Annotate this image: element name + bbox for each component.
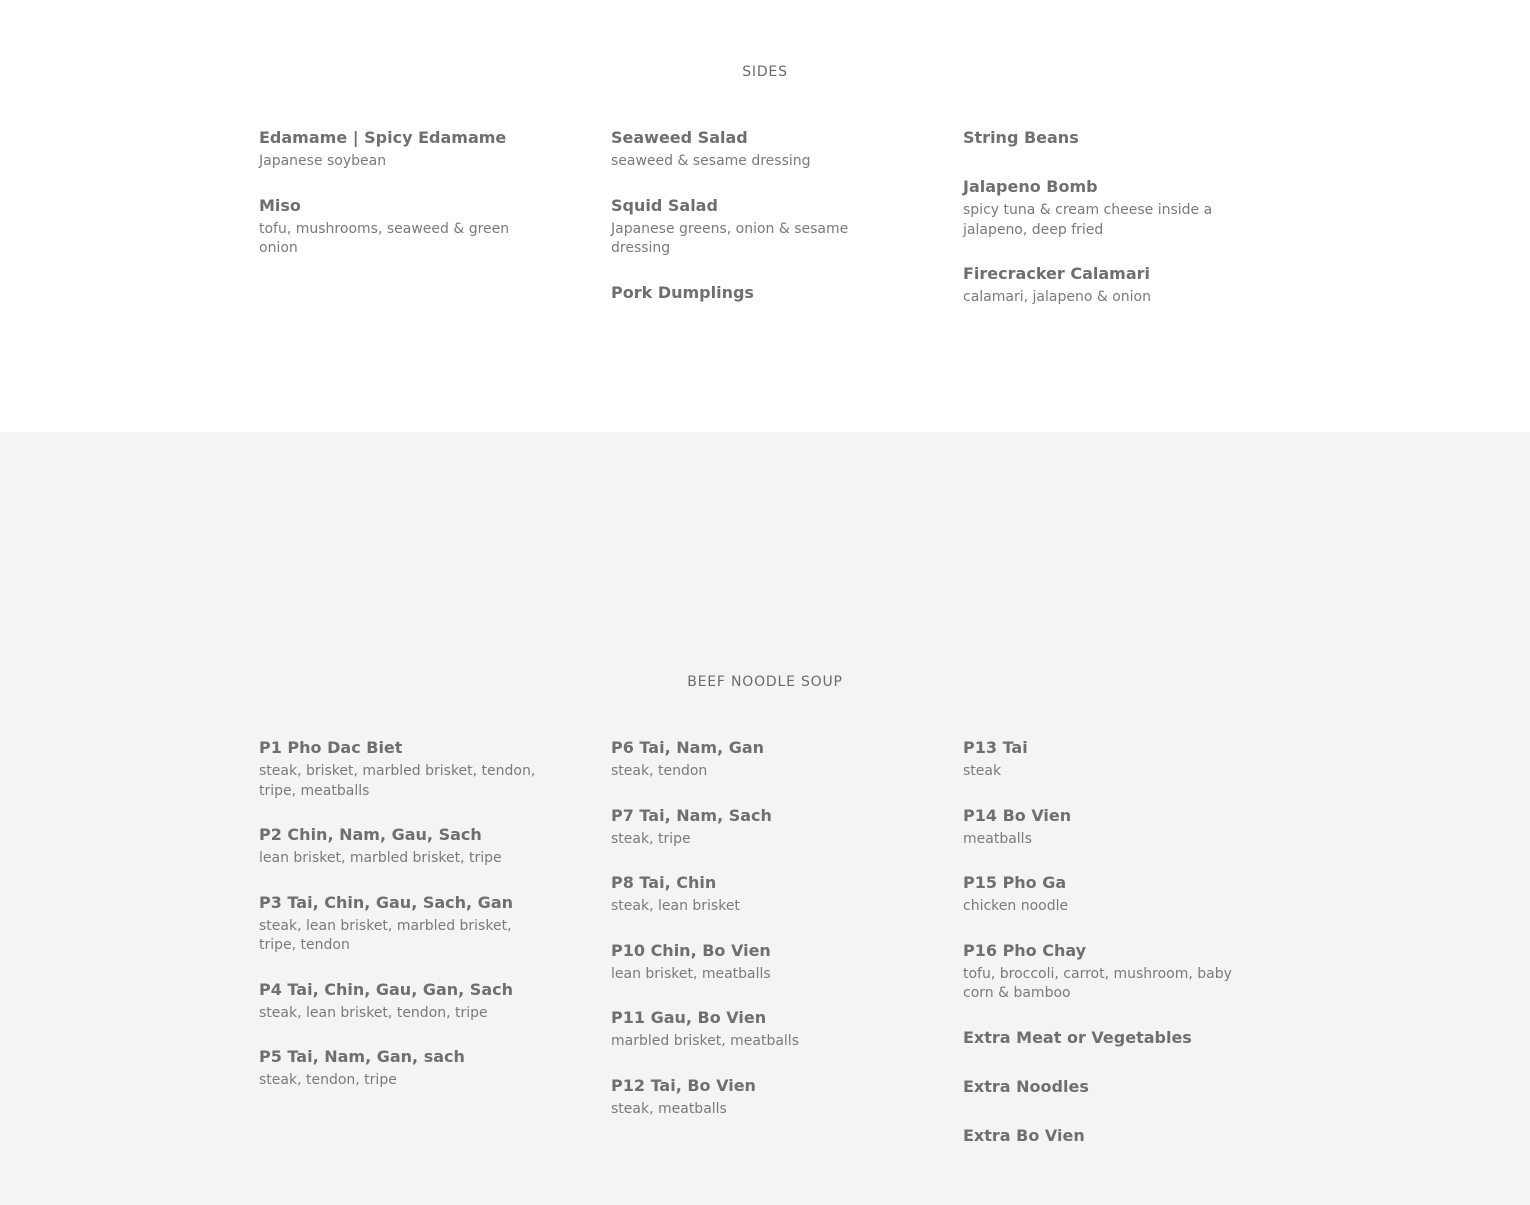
menu-item-description: chicken noodle — [963, 898, 1069, 914]
menu-item-description: Japanese soybean — [259, 153, 387, 169]
menu-item — [611, 873, 901, 917]
menu-item — [611, 128, 901, 172]
menu-item — [259, 980, 549, 1024]
beef-column-2 — [611, 738, 901, 1143]
menu-item-description: tofu, broccoli, carrot, mushroom, baby corn & bamboo — [963, 965, 1232, 1001]
menu-item-description: steak, lean brisket, marbled brisket, tripe, tendon — [259, 917, 512, 953]
menu-item — [611, 196, 901, 259]
menu-item — [963, 1126, 1253, 1146]
menu-item-description: marbled brisket, meatballs — [611, 1033, 799, 1049]
menu-item-name: P12 Tai, Bo Vien — [611, 1075, 756, 1095]
menu-item — [611, 1076, 901, 1120]
menu-item-name: Extra Bo Vien — [963, 1125, 1085, 1145]
beef-column-3 — [963, 738, 1253, 1175]
menu-item-name: Edamame | Spicy Edamame — [259, 128, 507, 147]
menu-item-name: Extra Meat or Vegetables — [963, 1027, 1192, 1047]
menu-item-name: P10 Chin, Bo Vien — [611, 940, 771, 960]
menu-item — [611, 283, 901, 303]
menu-item-description: spicy tuna & cream cheese inside a jalapeno, deep fried — [963, 202, 1213, 238]
menu-item — [259, 738, 549, 801]
menu-item — [259, 893, 549, 956]
menu-item-description: calamari, jalapeno & onion — [963, 289, 1151, 305]
menu-item-description: steak, lean brisket — [611, 898, 740, 914]
menu-item — [963, 128, 1253, 148]
menu-item — [259, 128, 549, 172]
menu-item-description: steak, tendon, tripe — [259, 1072, 397, 1088]
sides-column-1 — [259, 128, 549, 283]
menu-item-description: meatballs — [963, 830, 1032, 847]
sides-section-title: SIDES — [742, 64, 788, 80]
menu-item — [611, 941, 901, 985]
menu-item-name: P15 Pho Ga — [963, 873, 1067, 892]
menu-item-description: seaweed & sesame dressing — [611, 153, 811, 169]
menu-item — [259, 1047, 549, 1091]
menu-item-name: P8 Tai, Chin — [611, 873, 717, 892]
menu-item-name: Firecracker Calamari — [963, 264, 1150, 283]
sides-section — [0, 0, 1530, 432]
menu-item — [963, 941, 1253, 1004]
menu-item-description: lean brisket, meatballs — [611, 965, 771, 982]
menu-item-description: steak, meatballs — [611, 1100, 727, 1117]
menu-item-description: steak, tripe — [611, 830, 691, 847]
menu-item-name: P5 Tai, Nam, Gan, sach — [259, 1047, 465, 1066]
beef-column-1 — [259, 738, 549, 1115]
menu-item-description: steak, lean brisket, tendon, tripe — [259, 1004, 488, 1021]
menu-item-name: P7 Tai, Nam, Sach — [611, 805, 772, 825]
menu-item-name: String Beans — [963, 128, 1079, 147]
menu-item — [611, 738, 901, 782]
beef-noodle-soup-section — [0, 432, 1530, 1205]
menu-item — [963, 873, 1253, 917]
menu-item-description: steak — [963, 763, 1002, 779]
menu-item-name: Extra Noodles — [963, 1076, 1089, 1096]
menu-item-name: P1 Pho Dac Biet — [259, 738, 403, 757]
menu-item-description: Japanese greens, onion & sesame dressing — [611, 220, 849, 256]
menu-item — [259, 825, 549, 869]
menu-item-name: Jalapeno Bomb — [963, 177, 1098, 196]
menu-item-name: P3 Tai, Chin, Gau, Sach, Gan — [259, 892, 513, 912]
menu-item-name: P4 Tai, Chin, Gau, Gan, Sach — [259, 979, 513, 999]
menu-item-name: P14 Bo Vien — [963, 805, 1072, 825]
menu-item-name: P11 Gau, Bo Vien — [611, 1008, 767, 1027]
menu-item — [963, 1028, 1253, 1048]
menu-item-description: lean brisket, marbled brisket, tripe — [259, 850, 502, 866]
menu-item-name: P16 Pho Chay — [963, 940, 1087, 960]
menu-item — [259, 196, 549, 259]
menu-item-name: Seaweed Salad — [611, 128, 748, 147]
menu-item — [963, 177, 1253, 240]
sides-column-2 — [611, 128, 901, 332]
menu-item-name: Squid Salad — [611, 195, 718, 215]
menu-item-name: P6 Tai, Nam, Gan — [611, 738, 765, 757]
menu-item — [963, 264, 1253, 308]
menu-item — [611, 806, 901, 850]
sides-column-3 — [963, 128, 1253, 332]
menu-item-name: Miso — [259, 195, 301, 215]
beef-section-title: BEEF NOODLE SOUP — [687, 674, 843, 690]
menu-item — [611, 1008, 901, 1052]
menu-item — [963, 1077, 1253, 1097]
menu-item — [963, 806, 1253, 850]
menu-item-description: steak, tendon — [611, 763, 708, 779]
menu-item-name: P13 Tai — [963, 738, 1028, 757]
menu-item-name: P2 Chin, Nam, Gau, Sach — [259, 825, 482, 844]
menu-item-description: steak, brisket, marbled brisket, tendon, tripe, meatballs — [259, 763, 536, 799]
menu-item-name: Pork Dumplings — [611, 282, 754, 302]
menu-item-description: tofu, mushrooms, seaweed & green onion — [259, 220, 510, 256]
menu-item — [963, 738, 1253, 782]
